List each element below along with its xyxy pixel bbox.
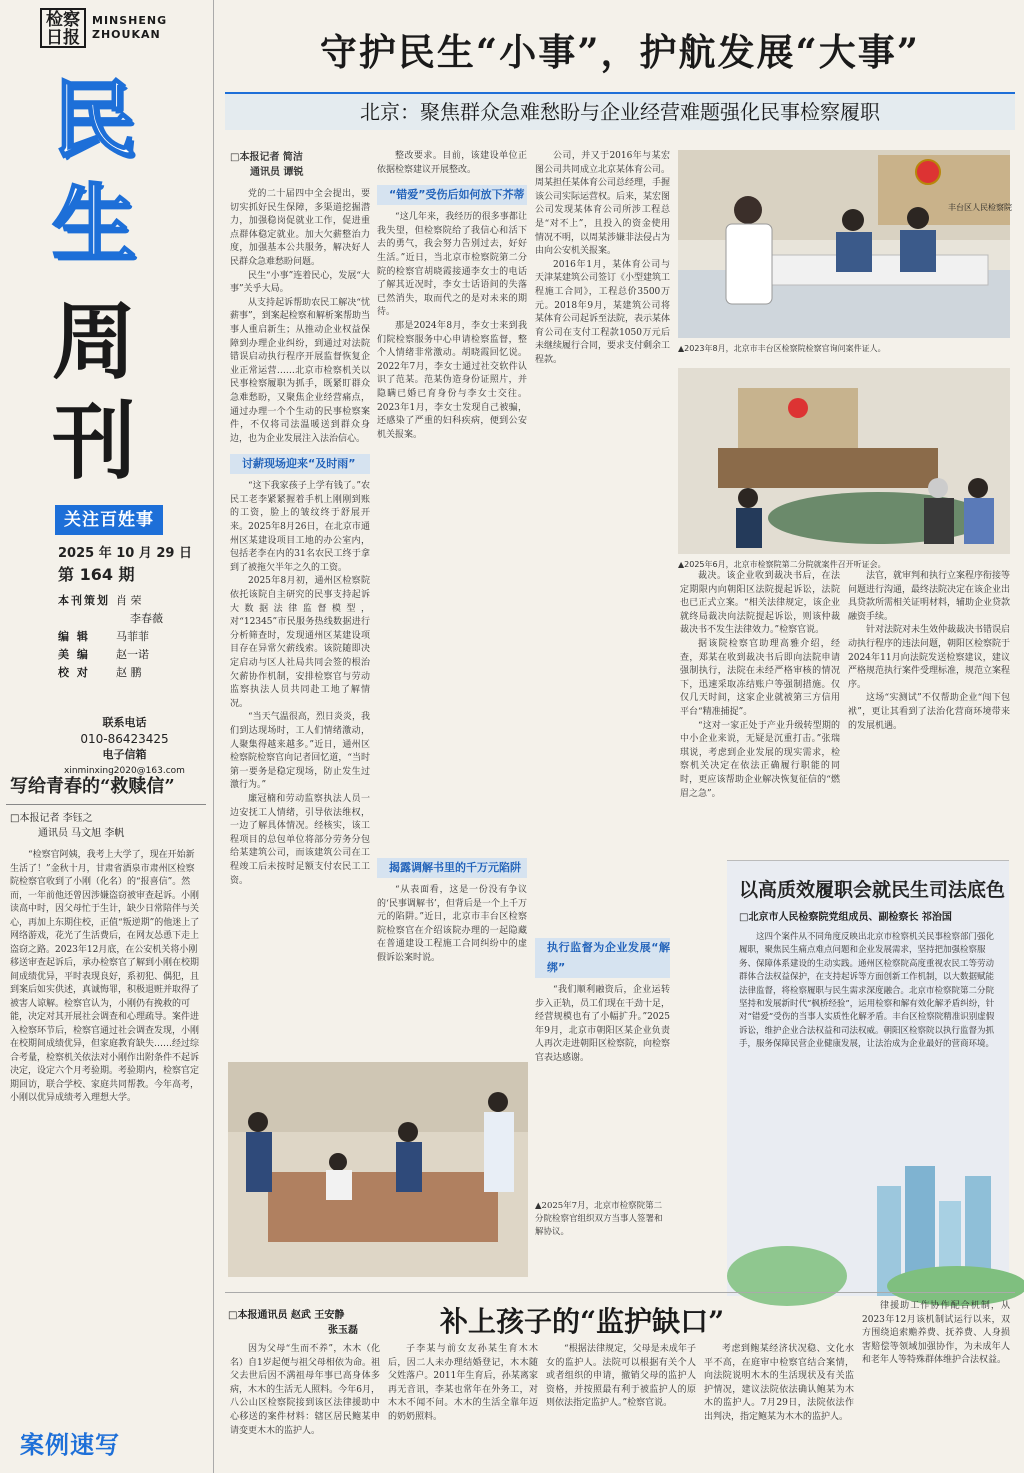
case-sketch-label: 案例速写 <box>20 1430 120 1459</box>
issue-date: 2025 年 10 月 29 日 <box>58 546 192 561</box>
bottom-article-byline: □本报通讯员 赵武 王安静 张玉磊 <box>228 1310 358 1336</box>
main-byline: □本报记者 简洁 通讯员 谭锐 <box>230 152 304 178</box>
section-divider <box>225 1292 1015 1293</box>
staff-row: 李春薇 <box>130 612 163 625</box>
section-heading: 讨薪现场迎来“及时雨” <box>230 454 370 474</box>
commentary-title: 以高质效履职会就民生司法底色 <box>739 879 1006 901</box>
city-skyline-illustration <box>727 1146 1009 1296</box>
article-column-2b: 揭露调解书里的千万元陷阱 “从表面看，这是一份没有争议的‘民事调解书’，但背后是一个上千万元的陷阱。”近日，北京市丰台区检察院检察官在介绍该院办理的一起隐藏在普通建设工程施工合同纠纷中的虚假诉讼案时说。 <box>377 850 527 1060</box>
section-heading: “错爱”受伤后如何放下芥蒂 <box>377 185 527 205</box>
commentary-box <box>727 860 1009 1296</box>
masthead-char-sheng: 生 <box>52 174 137 273</box>
left-article-byline: □本报记者 李钰之 通讯员 马文旭 李帆 <box>10 813 125 839</box>
article-column-1: □本报记者 简洁 通讯员 谭锐 党的二十届四中全会提出，要切实抓好民生保障，多渠道挖掘潜力，加强稳岗促就业工作，促进重点群体稳定就业。加大欠薪整治力度，加强基本公共服务，解决好人民群众急难愁盼问题。 民生“小事”连着民心，发展“大事”关乎大局。 从支持起诉帮助农民工解决“忧薪事”，到案起检察和解析案帮助当事人重启新生；从推动企业权益保障到办理企业纠纷，到通过对法院错误启动执行程序开展监督恢复企业正常运营……北京市检察机关以民事检察履职为抓手，既紧盯群众急难愁盼，又聚焦企业经营痛点，通过办理一个个生动的民事检察案件，不仅将司法温暖送到群众身边，也为企业发展注入法治信心。 讨薪现场迎来“及时雨” “这下我家孩子上学有钱了。”农民工老李紧紧握着手机上刚刚到账的工资，脸上的皱纹终于舒展开来。2025年8月26日，在北京市通州区某建设项目工地的办公室内，包括老李在内的31名农民工终于拿到了被拖欠半年之久的工资。 2025年8月初，通州区检察院依托该院自主研究的民事支持起诉大数据法律监督模型，对“12345”市民服务热线数据进行分析筛查时，发现通州区某建设项目存在异常欠薪线索。该院随即决定启动与区人社局共同会签的根治欠薪协作机制，安排检察官与劳动监察执法人员共同赴工地了解情况。 “当天气温很高，烈日炎炎，我们到达现场时，工人们情绪激动，人聚集得越来越多。”近日，通州区检察院检察官向记者回忆道，“当时第一要务是稳定现场，防止发生过激行为。” 廉冠楠和劳动监察执法人员一边安抚工人情绪，引导依法维权，一边了解具体情况。经核实，该工程项目的总包单位将部分劳务分包给某建筑公司，而该建筑公司在工程竣工后未按时足额支付农民工工资。 <box>230 152 370 886</box>
page-title: 守护民生“小事”，护航发展“大事” <box>319 30 921 74</box>
left-article <box>6 772 206 1425</box>
photo-caption: ▲2025年6月，北京市检察院第二分院就案件召开听证会。 <box>678 560 886 569</box>
bottom-column-4: 考虑到鲍某经济状况稳、文化水平不高，在庭审中检察官结合案情，向法院说明木木的生活现状及有关监护情况，建议法院依法确认鲍某为木木的监护人。7月29日，法院依法作出判决，指定鲍某为木木的监护人。 <box>704 1344 854 1422</box>
court-sign-text: 丰台区人民检察院 <box>948 203 1012 212</box>
column-divider <box>213 0 214 1473</box>
contact-phone: 010-86423425 <box>80 732 169 746</box>
bottom-article-title: 补上孩子的“监护缺口” <box>440 1305 725 1338</box>
contact-info: 联系电话 010-86423425 电子信箱 xinminxing2020@163.com <box>62 715 187 779</box>
photo-caption: ▲2023年8月，北京市丰台区检察院检察官询问案件证人。 <box>678 344 886 353</box>
article-column-5: 法官，就审判和执行立案程序衔接等问题进行沟通，最终法院决定在该企业出具贷款所需相关证明材料，辅助企业贷款融资手续。 针对法院对未生效仲裁裁决书错误启动执行程序的违法问题，朝阳区检察院于2024年11月向法院发送检察建议，建议严格规范执行案件受理标准，规范立案程序。 这场“实测试”不仅帮助企业“闯下包袱”，更让其看到了法治化营商环境带来的发展机遇。 <box>848 571 1011 731</box>
left-article-body: “检察官阿姨，我考上大学了，现在开始新生活了！”金秋十月，甘肃省酒泉市肃州区检察院检察官收到了小刚（化名）的“报喜信”。然而，一年前他还曾因涉嫌盗窃被审查起诉。小刚读高中时，因父母忙于生计，缺少日常陪伴与关心，再加上东期住校，正值“叛逆期”的他迷上了网络游戏，花光了生活费后，在网友怂恿下走上盗窃之路。2023年12月底，在公安机关将小刚移送审查起诉后，承办检察官了解到小刚在校期间成绩优异，平时表现良好，系初犯、偶犯，且到案后如实供述，真诚悔罪，积极退赃并取得了被害人谅解。检察官认为，小刚仍有挽救的可能，决定对其开展社会调查和心理疏导。案件进入检察环节后，检察官通过社会调查发现，小刚在校期间成绩优异，但家庭教育缺失……经过综合考量，检察机关依法对小刚作出附条件不起诉决定，设定六个月考验期。考验期内，检察官定期回访，联合学校、家庭共同帮教。今年高考，小刚以优异成绩考入理想大学。 <box>10 850 200 1103</box>
photo-illustration <box>228 1062 528 1277</box>
left-article-title: 写给青春的“救赎信” <box>6 772 206 805</box>
masthead-char-zhou: 周 <box>52 292 137 391</box>
photo-witness-interview <box>678 150 1012 353</box>
article-column-3b: 执行监督为企业发展“解绑” “我们顺利融资后，企业运转步入正轨，员工们现在干劲十足，经营规模也有了小幅扩升。”2025年9月，北京市朝阳区某企业负责人再次走进朝阳区检察院，向检察官表达感谢。 <box>535 930 670 1195</box>
article-column-2: 整改要求。目前，该建设单位正依据检察建议开展整改。 “错爱”受伤后如何放下芥蒂 “这几年来，我经历的很多事都让我失望，但检察院给了我信心和活下去的勇气，我会努力告别过去，好好生活。”近日，当北京市检察院第二分院的检察官胡晓霞接通李女士的电话了解其近况时，李女士话语间的失落已然消失，取而代之的是对未来的期待。 那是2024年8月，李女士来到我们院检察服务中心申请检察监督，整个人情绪非常激动。胡晓霞回忆说。2022年7月，李女士通过社交软件认识了范某。范某伪造身份证照片，并隐瞒已婚已育身份与李女士交往。2023年1月，李女士发现自己被骗，还感染了严重的妇科疾病，便到公安机关报案。 <box>377 151 527 440</box>
column-tag: 关注百姓事 <box>55 505 163 535</box>
logo-seal: 检察日报 <box>40 8 86 48</box>
staff-row: 本刊策划 肖 荣 <box>58 594 142 607</box>
photo-signing <box>228 1062 528 1277</box>
staff-list <box>58 592 163 682</box>
article-column-3: 公司，并又于2016年与某宏图公司共同成立北京某体育公司。周某担任某体育公司总经理，手握该公司实际运营权。后来，某宏图公司发现某体育公司所涉工程总是“对不上”，且投入的资金使用情况不明，以周某涉嫌非法侵占为由向公安机关报案。 2016年1月，某体育公司与天津某建筑公司签订《小型建筑工程施工合同》，工程总价3500万元。2018年9月，某建筑公司将某体育公司起诉至法院，表示某体育公司在支付工程款1050万元后未继续履行合同，要求支付剩余工程款。 <box>535 151 671 365</box>
masthead <box>0 0 222 1473</box>
logo-english: MINSHENG ZHOUKAN <box>92 14 168 41</box>
photo-hearing <box>678 368 1010 569</box>
staff-row: 校 对 赵 鹏 <box>58 666 142 679</box>
bottom-column-3: “根据法律规定，父母是未成年子女的监护人。法院可以根据有关个人或者组织的申请，撤销父母的监护人资格，并按照最有利于被监护人的原则依法指定监护人。”检察官说。 <box>546 1344 696 1409</box>
contact-email: xinminxing2020@163.com <box>64 766 185 776</box>
bottom-column-5: 律援助工作协作配合机制，从2023年12月该机制试运行以来，双方围绕追索赡养费、抚养费、人身损害赔偿等领域加强协作，为未成年人和老年人等特殊群体维护合法权益。 <box>862 1301 1010 1366</box>
page-subtitle: 北京：聚焦群众急难愁盼与企业经营难题强化民事检察履职 <box>225 92 1015 130</box>
photo-illustration <box>678 150 1010 338</box>
bottom-column-1: 因为父母“生而不养”，木木（化名）自1岁起便与祖父母相依为命。祖父去世后因不满祖母年事已高身体多病，木木的生活无人照料。今年6月，八公山区检察院接到该区法律援助中心移送的案件材料：辖区居民鲍某申请变更木木的监护人。 <box>230 1344 380 1436</box>
photo-illustration <box>678 368 1010 554</box>
issue-number: 第 164 期 <box>58 565 135 584</box>
staff-row: 美 编 赵一诺 <box>58 648 149 661</box>
commentary-body: 这四个案件从不同角度反映出北京市检察机关民事检察部门强化履职，聚焦民生痛点难点问题和企业发展需求，坚持把加强检察服务、保障体系建设的生动实践。通州区检察院高度重视农民工等劳动群体合法权益保护，在支持起诉等方面创新工作机制，以大数据赋能法律监督，将检察履职与民生需求深度融合。北京市检察院第二分院坚持和发展新时代“枫桥经验”，运用检察和解有效化解矛盾纠纷，针对“错爱”受伤的当事人实质性化解矛盾。丰台区检察院精准识别虚假诉讼，维护企业合法权益和司法权威。朝阳区检察院以执行监督为抓手，服务保障民营企业健康发展，让法治成为企业最好的营商环境。 <box>739 932 995 1050</box>
staff-row: 编 辑 马菲菲 <box>58 630 149 643</box>
masthead-char-min: 民 <box>52 70 137 169</box>
newspaper-logo <box>40 8 167 48</box>
masthead-char-kan: 刊 <box>52 392 137 491</box>
photo-caption: ▲2025年7月，北京市检察院第二分院检察官组织双方当事人签署和解协议。 <box>535 1201 663 1237</box>
section-heading: 执行监督为企业发展“解绑” <box>535 938 670 978</box>
article-column-4: 裁决。该企业收到裁决书后，在法定期限内向朝阳区法院提起诉讼，法院也已正式立案。“相关法律规定，该企业就终局裁决向法院提起诉讼，则该仲裁裁决书不发生法律效力。”检察官说。 据该院检察官助理高雅介绍，经查，郑某在收到裁决书后即向法院申请强制执行，法院在未经严格审核的情况下，迅速采取冻结账户等强制措施。仅仅几天时间，这家企业就被第三方信用平台“精准捕捉”。 “这对一家正处于产业升级转型期的中小企业来说，无疑是沉重打击。”张瑞琪说，考虑到企业发展的现实需求，检察机关决定在依法正确履行职能的同时，更应该帮助企业解决恢复征信的“燃眉之急”。 <box>680 571 840 799</box>
bottom-column-2: 子李某与前女友孙某生育木木后，因二人未办理结婚登记，木木随父姓落户。2011年生育后，孙某离家再无音讯，李某也常年在外务工，对木木不闻不问。木木的生活全靠年迈的奶奶照料。 <box>388 1344 538 1422</box>
commentary-byline: □北京市人民检察院党组成员、副检察长 祁治国 <box>739 912 952 923</box>
section-heading: 揭露调解书里的千万元陷阱 <box>377 858 527 878</box>
